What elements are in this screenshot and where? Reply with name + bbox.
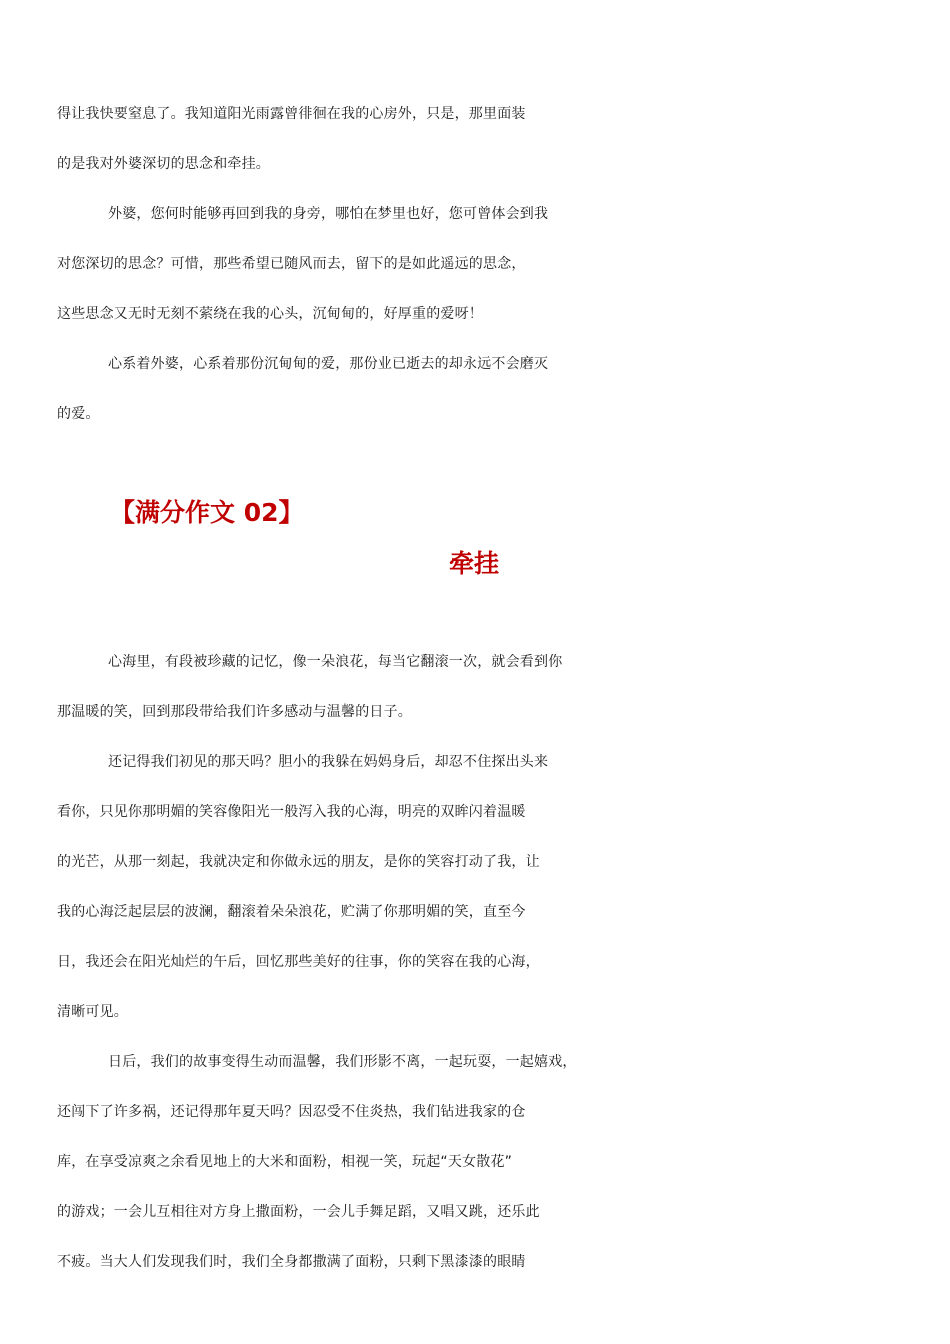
paragraph-line: 我的心海泛起层层的波澜，翻滚着朵朵浪花，贮满了你那明媚的笑，直至今	[57, 904, 526, 920]
paragraph-line: 日，我还会在阳光灿烂的午后，回忆那些美好的往事，你的笑容在我的心海，	[57, 954, 540, 970]
paragraph-line: 看你，只见你那明媚的笑容像阳光一般泻入我的心海，明亮的双眸闪着温暖	[57, 804, 526, 820]
paragraph-line: 日后，我们的故事变得生动而温馨，我们形影不离，一起玩耍，一起嬉戏，	[108, 1054, 577, 1070]
paragraph-line: 心系着外婆，心系着那份沉甸甸的爱，那份业已逝去的却永远不会磨灭	[108, 356, 549, 372]
paragraph-line: 心海里，有段被珍藏的记忆，像一朵浪花，每当它翻滚一次，就会看到你	[108, 654, 563, 670]
essay-title: 牵挂	[449, 549, 500, 578]
paragraph-line: 这些思念又无时无刻不萦绕在我的心头，沉甸甸的，好厚重的爱呀！	[57, 306, 483, 322]
paragraph-line: 的游戏；一会儿互相往对方身上撒面粉，一会儿手舞足蹈，又唱又跳，还乐此	[57, 1204, 540, 1220]
paragraph-line: 还闯下了许多祸，还记得那年夏天吗？因忍受不住炎热，我们钻进我家的仓	[57, 1104, 526, 1120]
paragraph-line: 得让我快要窒息了。我知道阳光雨露曾徘徊在我的心房外，只是，那里面装	[57, 106, 526, 122]
paragraph-line: 对您深切的思念？可惜，那些希望已随风而去，留下的是如此遥远的思念，	[57, 256, 526, 272]
paragraph-line: 还记得我们初见的那天吗？胆小的我躲在妈妈身后，却忍不住探出头来	[108, 754, 549, 770]
paragraph-line: 的是我对外婆深切的思念和牵挂。	[57, 156, 270, 172]
paragraph-line: 库，在享受凉爽之余看见地上的大米和面粉，相视一笑，玩起“天女散花”	[57, 1154, 513, 1170]
paragraph-line: 的爱。	[57, 406, 100, 422]
paragraph-line: 的光芒，从那一刻起，我就决定和你做永远的朋友，是你的笑容打动了我，让	[57, 854, 540, 870]
section-heading: 【满分作文 02】	[110, 498, 304, 527]
paragraph-line: 那温暖的笑，回到那段带给我们许多感动与温馨的日子。	[57, 704, 412, 720]
paragraph-line: 外婆，您何时能够再回到我的身旁，哪怕在梦里也好，您可曾体会到我	[108, 206, 549, 222]
paragraph-line: 不疲。当大人们发现我们时，我们全身都撒满了面粉，只剩下黑漆漆的眼睛	[57, 1254, 526, 1270]
paragraph-line: 清晰可见。	[57, 1004, 128, 1020]
